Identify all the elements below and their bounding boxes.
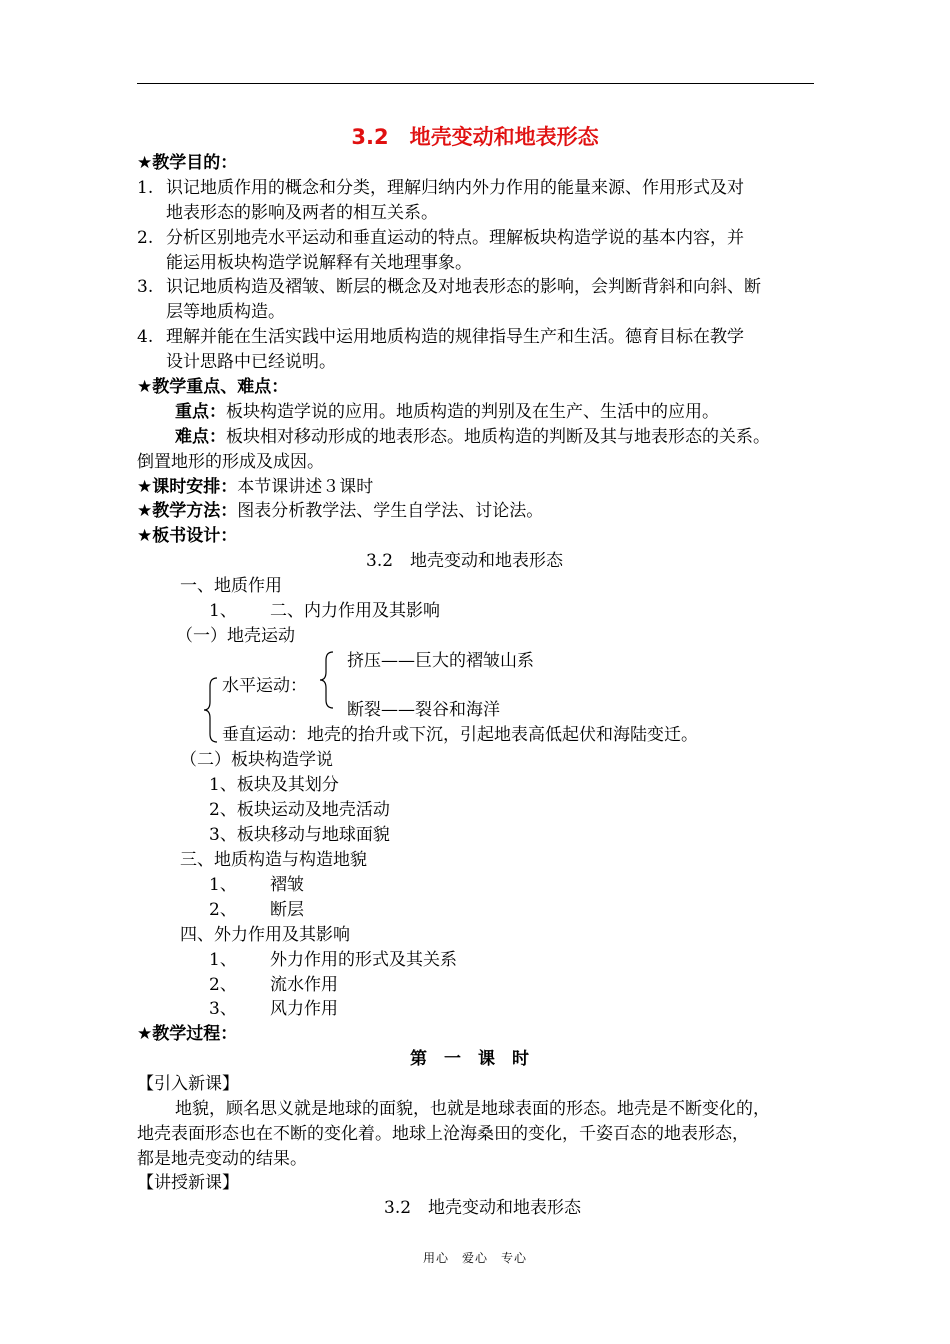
lesson-title: 第 一 课 时	[410, 1049, 529, 1069]
page-footer: 用心 爱心 专心	[422, 1251, 527, 1265]
board-section-1-num: 1、	[209, 601, 237, 621]
methods-text: 图表分析教学法、学生自学法、讨论法。	[237, 501, 544, 521]
objective-2-line1: 分析区别地壳水平运动和垂直运动的特点。理解板块构造学说的基本内容，并	[166, 228, 744, 248]
objective-1-num: 1.	[137, 178, 154, 198]
plate-item-3: 3、板块移动与地球面貌	[209, 825, 390, 845]
intro-line-2: 地壳表面形态也在不断的变化着。地球上沧海桑田的变化，千姿百态的地表形态，	[137, 1124, 749, 1144]
s4-item-3-text: 风力作用	[270, 999, 338, 1019]
difficulty-text-cont: 倒置地形的形成及成因。	[137, 452, 324, 472]
keypoint-row	[175, 402, 719, 422]
board-compress: 挤压——巨大的褶皱山系	[347, 651, 534, 671]
s3-item-2-text: 断层	[270, 900, 304, 920]
board-title: 3.2 地壳变动和地表形态	[366, 551, 564, 571]
objective-4-line2: 设计思路中已经说明。	[166, 352, 336, 372]
objective-3-num: 3.	[137, 277, 154, 297]
s3-item-1-num: 1、	[209, 875, 237, 895]
s4-item-2-text: 流水作用	[270, 975, 338, 995]
board-heading: ★板书设计：	[137, 526, 238, 546]
header-rule	[137, 83, 814, 84]
schedule-text: 本节课讲述３课时	[237, 477, 374, 497]
objective-2-num: 2.	[137, 228, 154, 248]
plate-item-1: 1、板块及其划分	[209, 775, 339, 795]
s3-item-2-num: 2、	[209, 900, 237, 920]
objective-3-line2: 层等地质构造。	[166, 302, 285, 322]
schedule-label: ★课时安排：	[137, 477, 238, 497]
intro-line-1: 地貌，顾名思义就是地球的面貌，也就是地球表面的形态。地壳是不断变化的，	[175, 1099, 770, 1119]
board-section-1: 一、地质作用	[180, 576, 282, 596]
brace-horizontal	[319, 650, 339, 710]
page-title: 3.2 地壳变动和地表形态	[351, 125, 599, 149]
plate-item-2: 2、板块运动及地壳活动	[209, 800, 390, 820]
objective-4-num: 4.	[137, 327, 154, 347]
objective-1-line2: 地表形态的影响及两者的相互关系。	[166, 203, 438, 223]
teach-title: 3.2 地壳变动和地表形态	[384, 1198, 582, 1218]
difficulty-label: 难点：	[175, 427, 226, 447]
objective-2-line2: 能运用板块构造学说解释有关地理事象。	[166, 253, 472, 273]
board-rift: 断裂——裂谷和海洋	[347, 700, 500, 720]
s4-item-2-num: 2、	[209, 975, 237, 995]
methods-row	[137, 501, 543, 521]
teach-label: 【讲授新课】	[137, 1173, 239, 1193]
board-sub-2: （二）板块构造学说	[180, 750, 333, 770]
difficulty-text: 板块相对移动形成的地表形态。地质构造的判断及其与地表形态的关系。	[226, 427, 770, 447]
process-heading: ★教学过程：	[137, 1024, 238, 1044]
s4-item-1-num: 1、	[209, 950, 237, 970]
board-vertical-motion: 垂直运动：地壳的抬升或下沉，引起地表高低起伏和海陆变迁。	[222, 725, 698, 745]
difficulty-row	[175, 427, 770, 447]
board-horizontal-motion: 水平运动：	[222, 676, 307, 696]
s4-item-3-num: 3、	[209, 999, 237, 1019]
objective-4-line1: 理解并能在生活实践中运用地质构造的规律指导生产和生活。德育目标在教学	[166, 327, 744, 347]
s3-item-1-text: 褶皱	[270, 875, 304, 895]
board-section-4: 四、外力作用及其影响	[180, 925, 350, 945]
brace-crust-movement	[203, 676, 223, 744]
intro-line-3: 都是地壳变动的结果。	[137, 1149, 307, 1169]
objective-1-line1: 识记地质作用的概念和分类，理解归纳内外力作用的能量来源、作用形式及对	[166, 178, 744, 198]
board-sub-1: （一）地壳运动	[176, 626, 295, 646]
board-section-3: 三、地质构造与构造地貌	[180, 850, 367, 870]
board-section-2: 二、内力作用及其影响	[270, 601, 440, 621]
intro-label: 【引入新课】	[137, 1074, 239, 1094]
objective-3-line1: 识记地质构造及褶皱、断层的概念及对地表形态的影响，会判断背斜和向斜、断	[166, 277, 761, 297]
keypoint-label: 重点：	[175, 402, 226, 422]
keypoints-heading: ★教学重点、难点：	[137, 377, 289, 397]
objectives-heading: ★教学目的：	[137, 153, 238, 173]
methods-label: ★教学方法：	[137, 501, 238, 521]
schedule-row	[137, 477, 373, 497]
s4-item-1-text: 外力作用的形式及其关系	[270, 950, 457, 970]
keypoint-text: 板块构造学说的应用。地质构造的判别及在生产、生活中的应用。	[226, 402, 719, 422]
